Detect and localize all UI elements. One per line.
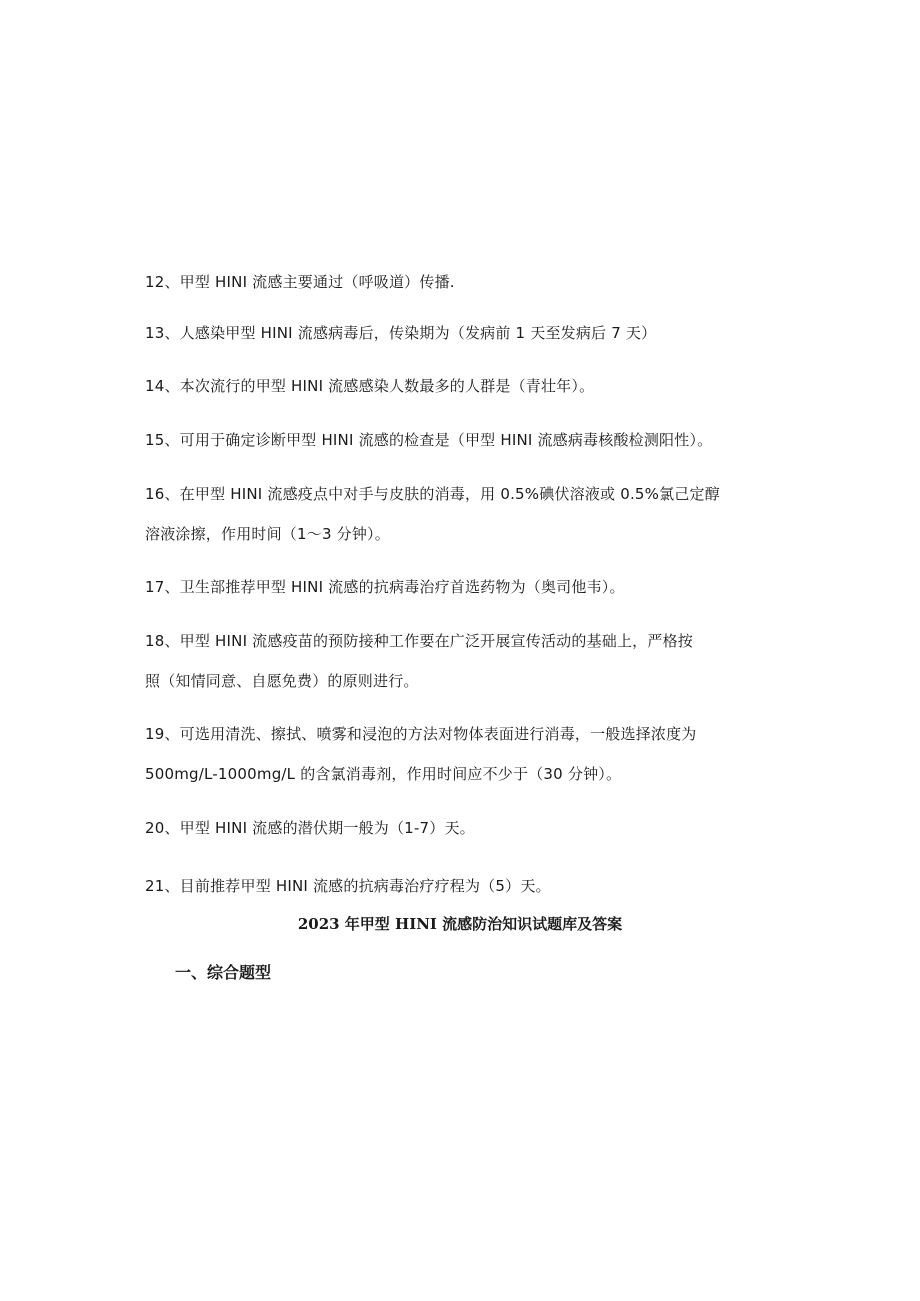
question-16-continuation: 溶液涂擦，作用时间（1～3 分钟）。 bbox=[145, 525, 390, 543]
question-16: 16、在甲型 HINI 流感疫点中对手与皮肤的消毒，用 0.5%碘伏溶液或 0.5%氯己定醇 bbox=[145, 485, 720, 503]
question-14: 14、本次流行的甲型 HINI 流感感染人数最多的人群是（青壮年）。 bbox=[145, 377, 595, 395]
question-21: 21、目前推荐甲型 HINI 流感的抗病毒治疗疗程为（5）天。 bbox=[145, 877, 551, 895]
question-12: 12、甲型 HINI 流感主要通过（呼吸道）传播. bbox=[145, 273, 455, 291]
question-20: 20、甲型 HINI 流感的潜伏期一般为（1-7）天。 bbox=[145, 819, 475, 837]
question-19: 19、可选用清洗、擦拭、喷雾和浸泡的方法对物体表面进行消毒，一般选择浓度为 bbox=[145, 725, 697, 743]
question-15: 15、可用于确定诊断甲型 HINI 流感的检查是（甲型 HINI 流感病毒核酸检测阳性）。 bbox=[145, 431, 713, 449]
document-title: 2023 年甲型 HINI 流感防治知识试题库及答案 bbox=[297, 915, 623, 933]
question-18-continuation: 照（知情同意、自愿免费）的原则进行。 bbox=[145, 672, 419, 690]
question-18: 18、甲型 HINI 流感疫苗的预防接种工作要在广泛开展宣传活动的基础上，严格按 bbox=[145, 632, 693, 650]
section-heading: 一、综合题型 bbox=[175, 963, 272, 982]
question-13: 13、人感染甲型 HINI 流感病毒后，传染期为（发病前 1 天至发病后 7 天） bbox=[145, 324, 657, 342]
question-17: 17、卫生部推荐甲型 HINI 流感的抗病毒治疗首选药物为（奥司他韦）。 bbox=[145, 578, 625, 596]
question-19-continuation: 500mg/L-1000mg/L 的含氯消毒剂，作用时间应不少于（30 分钟）。 bbox=[145, 765, 622, 783]
